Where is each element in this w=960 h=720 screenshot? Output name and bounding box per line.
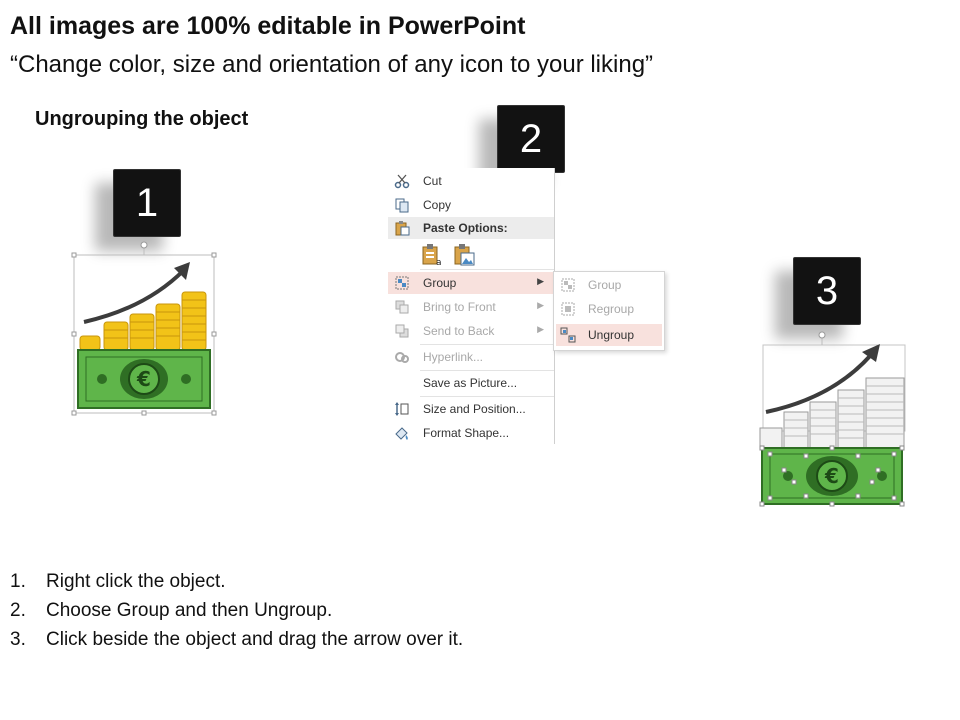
menu-item-copy[interactable] (388, 194, 554, 216)
ungroup-icon (560, 327, 576, 343)
menu-item-label: Cut (423, 174, 442, 188)
step-badge-1: 1 (113, 169, 181, 237)
submenu-item-ungroup[interactable] (556, 324, 662, 346)
copy-icon (394, 197, 410, 213)
step-number: 3. (10, 629, 26, 650)
scissors-icon (394, 173, 410, 189)
step-badge-2: 2 (497, 105, 565, 173)
paste-icon (394, 220, 410, 236)
instruction-step-1 (10, 569, 463, 598)
menu-item-label: Copy (423, 198, 452, 212)
group-icon (394, 275, 410, 291)
size-icon (394, 401, 410, 417)
section-heading: Ungrouping the object (35, 108, 249, 130)
menu-item-paste-options (388, 217, 554, 239)
group-submenu (553, 271, 665, 351)
svg-text:a: a (436, 258, 442, 267)
submenu-item-label: Group (588, 278, 622, 292)
submenu-item-label: Regroup (588, 302, 635, 316)
submenu-item-regroup[interactable] (556, 298, 662, 320)
menu-item-size-and-position[interactable] (388, 398, 554, 420)
context-menu (388, 168, 555, 444)
instruction-step-2 (10, 598, 463, 627)
regroup-icon (560, 301, 576, 317)
submenu-arrow-icon: ▶ (537, 324, 544, 334)
paste-picture-icon[interactable] (452, 243, 476, 267)
bring-front-icon (394, 299, 410, 315)
menu-item-label: Paste Options: (423, 221, 508, 235)
step-text: Click beside the object and drag the arrow over it. (46, 629, 464, 650)
menu-item-label: Size and Position... (423, 402, 526, 416)
menu-item-label: Group (423, 276, 457, 290)
page-title: All images are 100% editable in PowerPoint (10, 12, 526, 40)
submenu-item-label: Ungroup (588, 328, 635, 342)
send-back-icon (394, 323, 410, 339)
paste-keep-formatting-icon[interactable] (420, 243, 444, 267)
group-icon (560, 277, 576, 293)
menu-separator (420, 269, 554, 270)
menu-item-label: Format Shape... (423, 426, 510, 440)
link-icon (394, 349, 410, 365)
menu-item-hyperlink[interactable] (388, 346, 554, 368)
instruction-step-3 (10, 627, 463, 656)
submenu-arrow-icon: ▶ (537, 300, 544, 310)
money-growth-graphic-ungrouped[interactable] (752, 328, 912, 514)
menu-item-format-shape[interactable] (388, 422, 554, 444)
euro-symbol: € (825, 464, 839, 488)
menu-item-label: Save as Picture... (423, 376, 518, 390)
menu-item-group[interactable] (388, 272, 554, 294)
page-subtitle: “Change color, size and orientation of any icon to your liking” (10, 51, 654, 78)
menu-item-label: Bring to Front (423, 300, 496, 314)
menu-separator (420, 370, 554, 371)
menu-separator (420, 344, 554, 345)
format-shape-icon (394, 425, 410, 441)
rotate-handle (819, 332, 825, 338)
menu-separator (420, 396, 554, 397)
submenu-arrow-icon: ▶ (537, 276, 544, 286)
step-number: 1. (10, 571, 26, 592)
rotate-handle (141, 242, 147, 248)
step-badge-3: 3 (793, 257, 861, 325)
menu-item-bring-to-front[interactable] (388, 296, 554, 318)
euro-symbol: € (137, 367, 151, 391)
submenu-item-group[interactable] (556, 274, 662, 296)
step-number: 2. (10, 600, 26, 621)
step-text: Right click the object. (46, 571, 226, 592)
menu-item-send-to-back[interactable] (388, 320, 554, 342)
menu-item-label: Hyperlink... (423, 350, 484, 364)
step-text: Choose Group and then Ungroup. (46, 600, 333, 621)
menu-item-label: Send to Back (423, 324, 495, 338)
menu-item-cut[interactable] (388, 170, 554, 192)
instruction-list (10, 569, 463, 656)
menu-item-save-as-picture[interactable] (388, 372, 554, 394)
money-growth-graphic-grouped[interactable] (66, 238, 226, 418)
